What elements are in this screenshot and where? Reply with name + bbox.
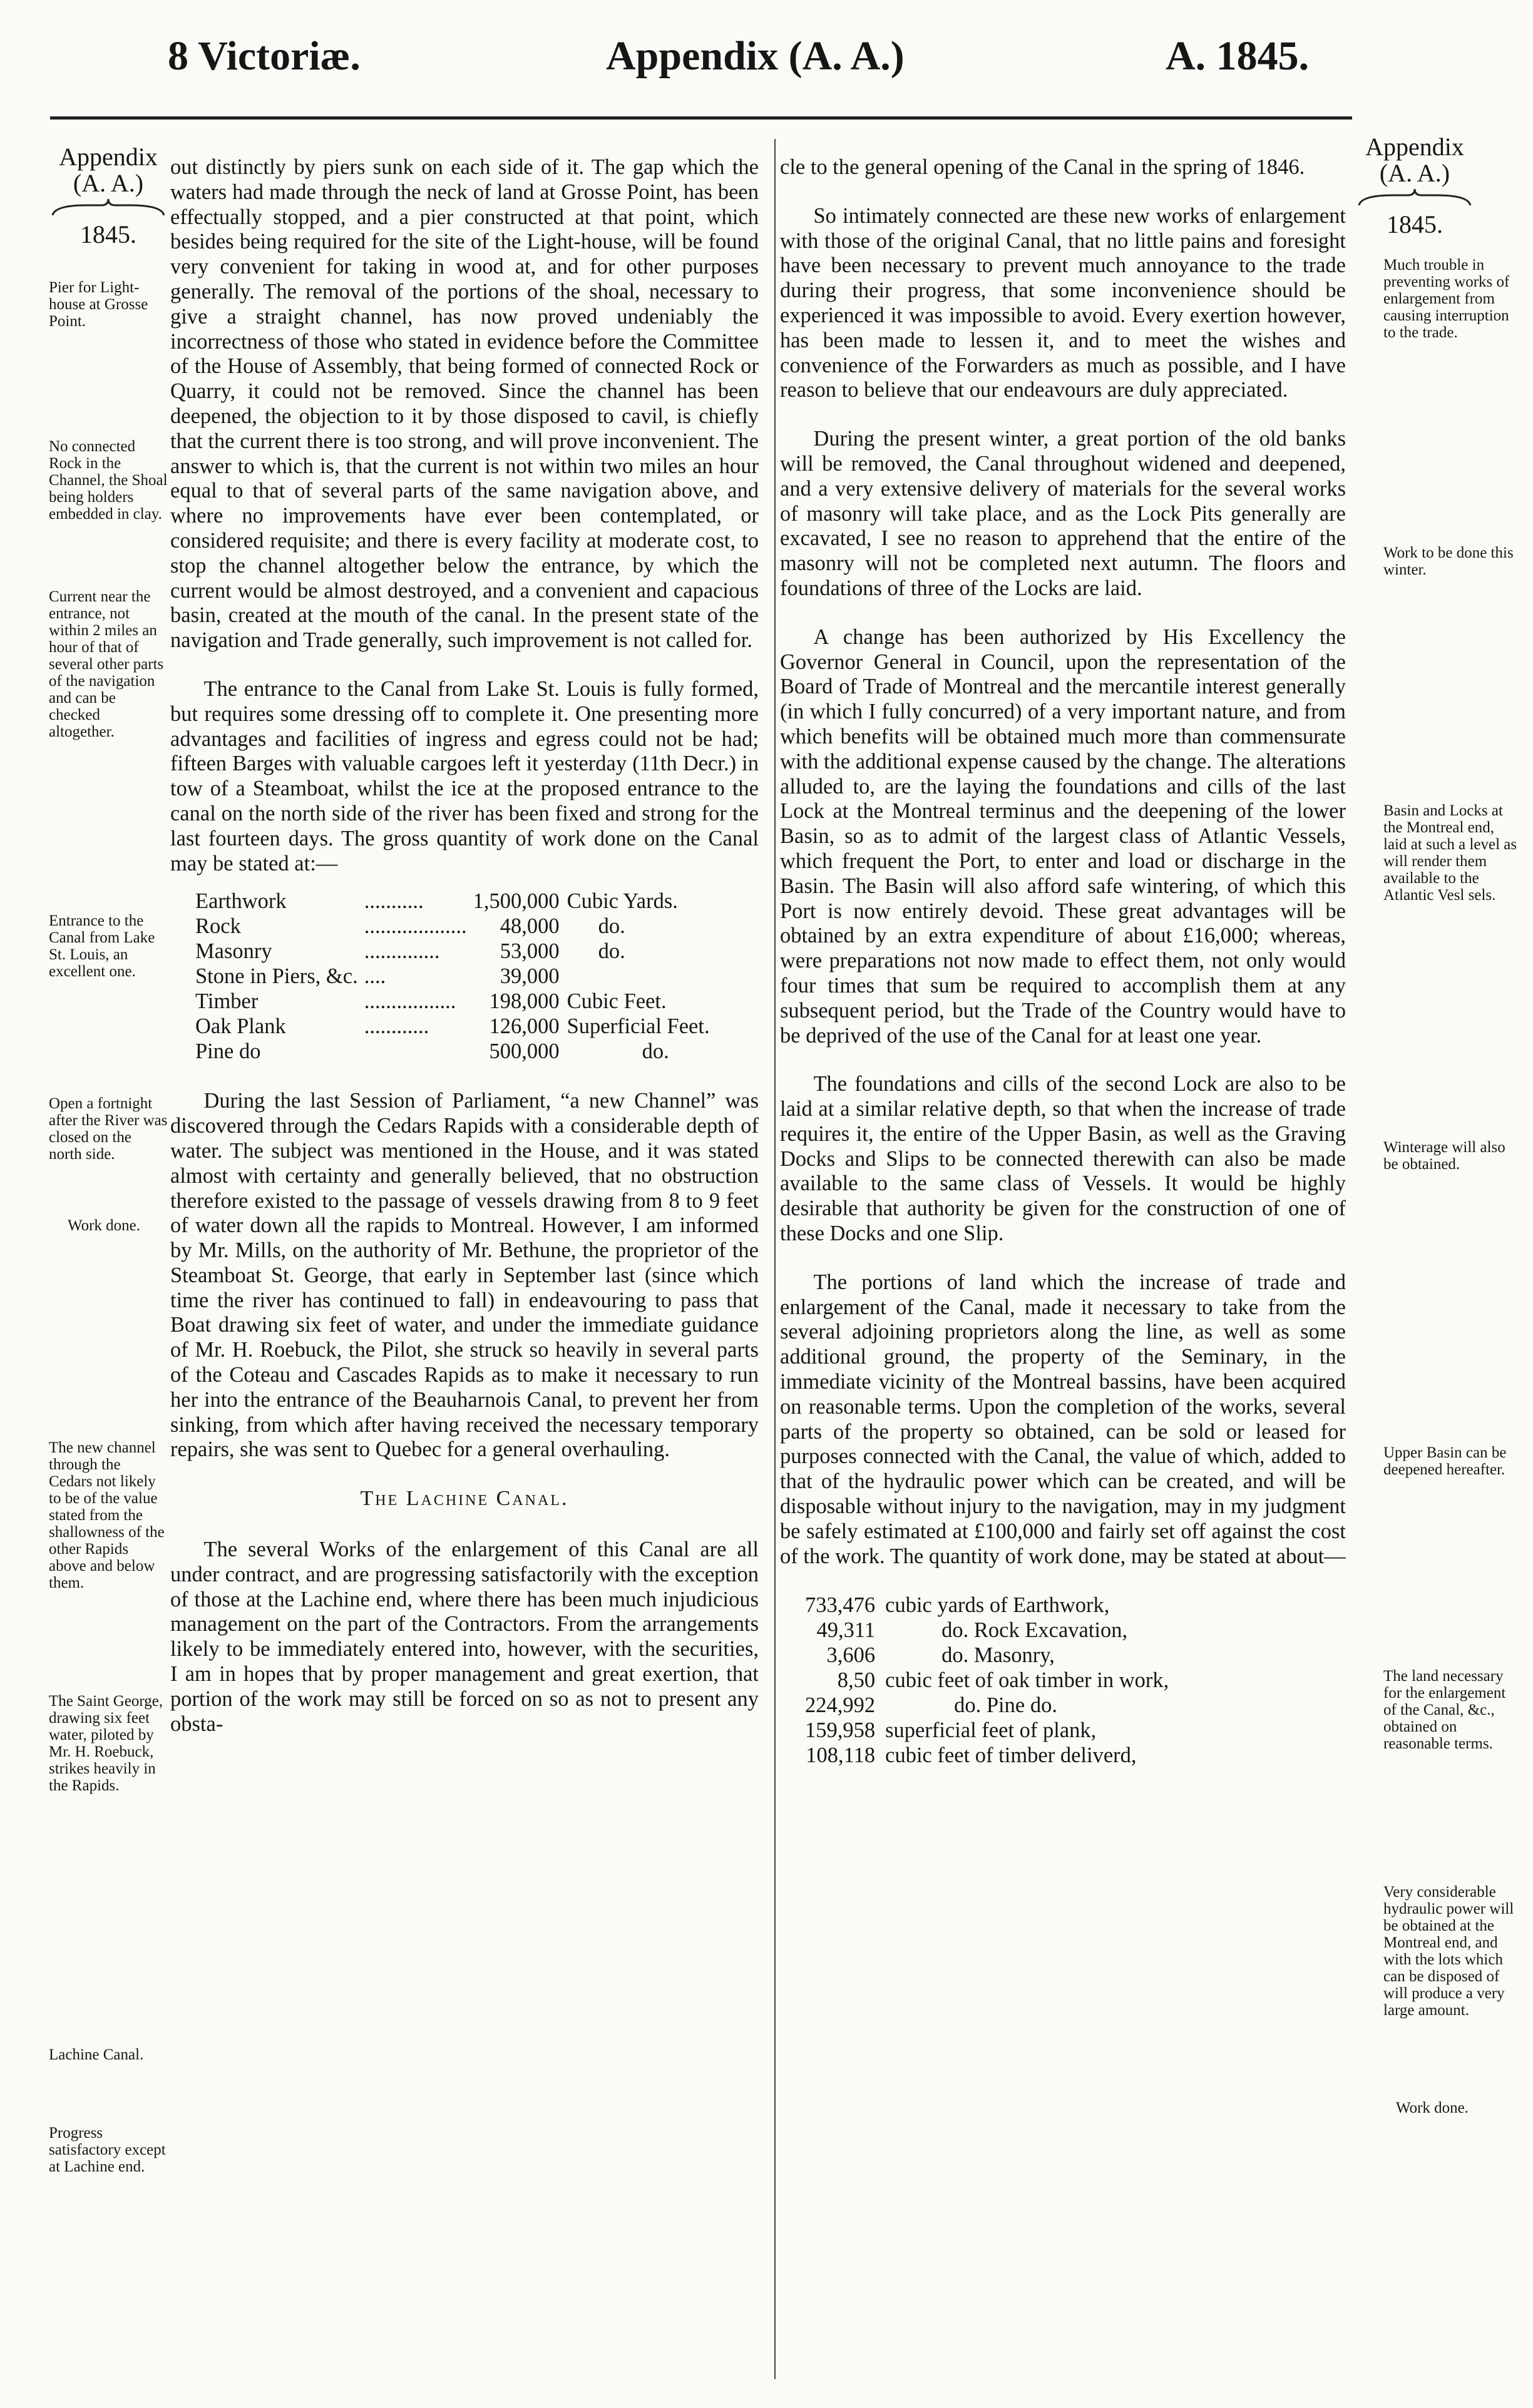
quantity-unit: do. <box>598 939 625 964</box>
leader-dots: ........... <box>364 889 424 914</box>
quantity-desc: cubic feet of oak timber in work, <box>885 1668 1169 1693</box>
bracket-sub: (A. A.) <box>73 169 144 197</box>
quantity-value: 500,000 <box>489 1039 560 1064</box>
paragraph: So intimately connected are these new works of enlargement with those of the original Canal, that no little pains and foresight have been necessary to prevent much annoyance to the trade during their progress, that some inconvenience should be experienced it was impossible to avoid. Every exertion however, has been made to lessen it, and to meet the wishes and convenience of the Forwarders as much as possible, and I have reason to believe that our endeavours are duly appreciated. <box>780 203 1346 402</box>
quantity-value: 3,606 <box>826 1643 876 1668</box>
section-heading: The Lachine Canal. <box>360 1487 569 1511</box>
quantity-value: 1,500,000 <box>473 889 560 914</box>
quantity-unit: Cubic Yards. <box>567 889 678 914</box>
quantity-table <box>805 1593 1179 1768</box>
quantity-value: 733,476 <box>805 1593 876 1618</box>
quantity-table <box>195 889 716 1064</box>
bracket-label: Appendix <box>59 143 158 171</box>
brace-icon <box>1355 186 1474 212</box>
leader-dots <box>364 1039 473 1064</box>
running-head-center: Appendix (A. A.) <box>606 33 905 79</box>
right-column <box>780 155 1346 1768</box>
quantity-desc: do. Pine do. <box>954 1693 1057 1718</box>
paragraph: During the last Session of Parliament, “a new Channel” was discovered through the Cedars Rapids with a considerable depth of water. The subject was mentioned in the House, and it was stated almost with certainty and generally believed, that no obstruction therefore existed to the passage of vessels drawing from 8 to 9 feet of water down all the rapids to Montreal. However, I am informed by Mr. Mills, on the authority of Mr. Bethune, the proprietor of the Steamboat St. George, that early in September last (since which time the river has continued to fall) in endeavouring to pass that Boat drawing six feet of water, and under the immediate guidance of Mr. H. Roebuck, the Pilot, she struck so heavily in several parts of the Coteau and Cascades Rapids as to make it necessary to run her into the entrance of the Beauharnois Canal, to prevent her from sinking, from which after having received the necessary temporary repairs, she was sent to Quebec for a general overhauling. <box>170 1089 759 1462</box>
quantity-unit: do. <box>598 914 625 939</box>
paragraph: out distinctly by piers sunk on each side of it. The gap which the waters had made through the neck of land at Grosse Point, has been effectually stopped, and a pier constructed at that point, which besides being required for the site of the Light-house, will be found very convenient for taking in wood at, and for other purposes generally. The removal of the portions of the shoal, necessary to give a straight channel, has now proved undeniably the incorrectness of those who stated in evidence before the Committee of the House of Assembly, that being formed of connected Rock or Quarry, it could not be removed. Since the channel has been deepened, the objection to it by those disposed to cavil, is chiefly that the current there is too strong, and will prove inconvenient. The answer to which is, that the current is not within two miles an hour equal to that of several parts of the same navigation above, and where no improvements have ever been contemplated, or considered requisite; and there is every facility at moderate cost, to stop the channel altogether below the entrance, by which the current would be almost destroyed, and a convenient and capacious basin, created at the mouth of the canal. In the present state of the navigation and Trade generally, such improvement is not called for. <box>170 155 759 653</box>
margin-note: Pier for Light-house at Grosse Point. <box>49 279 148 330</box>
paragraph: The foundations and cills of the second Lock are also to be laid at a similar relative depth, so that when the increase of trade requires it, the entire of the Upper Basin, as well as the Graving Docks and Slips to be connected therewith can also be made available to the same class of Vessels. It would be highly desirable that authority be given for the construction of one of these Docks and one Slip. <box>780 1072 1346 1246</box>
leader-dots: ............ <box>364 1014 429 1039</box>
margin-note: Work to be done this winter. <box>1383 544 1514 578</box>
item-name: Earthwork <box>195 889 287 914</box>
table-row <box>805 1593 1179 1618</box>
bracket-label: Appendix <box>1365 133 1464 161</box>
margin-note: Lachine Canal. <box>49 2046 144 2063</box>
quantity-unit: do. <box>642 1039 669 1064</box>
leader-dots: ................. <box>364 989 456 1014</box>
quantity-value: 48,000 <box>500 914 560 939</box>
paragraph: The portions of land which the increase of trade and enlargement of the Canal, made it necessary to take from the several adjoining proprietors along the line, as well as some additional ground, the property of the Seminary, in the immediate vicinity of the Montreal bassins, have been acquired on reasonable terms. Upon the completion of the works, several parts of the property so obtained, can be sold or leased for purposes connected with the Canal, the value of which, added to that of the hydraulic power which can be created, and will be disposable without injury to the navigation, may in my judgment be safely estimated at £100,000 and fairly set off against the cost of the work. The quantity of work done, may be stated at about— <box>780 1270 1346 1568</box>
table-row <box>805 1668 1179 1693</box>
quantity-desc: cubic yards of Earthwork, <box>885 1593 1110 1618</box>
quantity-desc: do. Masonry, <box>941 1643 1055 1668</box>
margin-note: The new channel through the Cedars not likely to be of the value stated from the shallowness of the other Rapids above and below them. <box>49 1439 165 1591</box>
margin-note: The Saint George, drawing six feet water, piloted by Mr. H. Roebuck, strikes heavily in the Rapids. <box>49 1693 163 1794</box>
paragraph: cle to the general opening of the Canal in the spring of 1846. <box>780 155 1305 179</box>
paragraph: The entrance to the Canal from Lake St. Louis is fully formed, but requires some dressing off to complete it. One presenting more advantages and facilities of ingress and egress could not be had; fifteen Barges with valuable cargoes left it yesterday (11th Decr.) in tow of a Steamboat, whilst the ice at the proposed entrance to the canal on the north side of the river has been fixed and strong for the last fourteen days. The gross quantity of work done on the Canal may be stated at:— <box>170 676 759 875</box>
item-name: Timber <box>195 989 259 1014</box>
table-row <box>805 1693 1179 1718</box>
paragraph: The several Works of the enlargement of this Canal are all under contract, and are progressing satisfactorily with the exception of those at the Lachine end, where there has been much injudicious management on the part of the Contractors. From the arrangements likely to be immediately entered into, however, with the securities, I am in hopes that by proper management and great exertion, that portion of the work may still be forced on so as not to present any obsta- <box>170 1538 759 1736</box>
quantity-desc: do. Rock Excavation, <box>941 1618 1128 1643</box>
margin-note: Work done. <box>1396 2099 1469 2116</box>
leader-dots: .............. <box>364 939 440 964</box>
bracket-year: 1845. <box>80 220 136 248</box>
margin-note: Very considerable hydraulic power will be obtained at the Montreal end, and with the lots which can be disposed of will produce a very large amount. <box>1383 1884 1514 2019</box>
quantity-value: 224,992 <box>805 1693 876 1718</box>
margin-note: Upper Basin can be deepened hereafter. <box>1383 1444 1507 1478</box>
leader-dots: ................... <box>364 914 467 939</box>
table-row <box>195 889 716 914</box>
running-head-left: 8 Victoriæ. <box>168 33 361 79</box>
quantity-desc: superficial feet of plank, <box>885 1718 1097 1743</box>
table-row <box>195 939 716 964</box>
quantity-desc: cubic feet of timber deliverd, <box>885 1743 1137 1768</box>
table-row <box>195 989 716 1014</box>
margin-note: No connected Rock in the Channel, the Shoal being holders embedded in clay. <box>49 438 168 523</box>
appendix-bracket-left <box>49 144 168 248</box>
margin-note: Open a fortnight after the River was closed on the north side. <box>49 1095 168 1163</box>
table-row <box>195 1039 716 1064</box>
margin-note: Entrance to the Canal from Lake St. Louis, an excellent one. <box>49 912 155 980</box>
margin-note: Basin and Locks at the Montreal end, laid at such a level as will render them available to the Atlantic Vesl sels. <box>1383 802 1517 904</box>
item-name: Masonry <box>195 939 272 964</box>
left-column <box>170 155 759 1760</box>
quantity-value: 198,000 <box>489 989 560 1014</box>
margin-note: Progress satisfactory except at Lachine end. <box>49 2125 166 2175</box>
item-name: Oak Plank <box>195 1014 286 1039</box>
quantity-unit <box>567 964 716 989</box>
quantity-unit: Superficial Feet. <box>567 1014 710 1039</box>
quantity-value: 159,958 <box>805 1718 876 1743</box>
table-row <box>805 1643 1179 1668</box>
table-row <box>195 1014 716 1039</box>
quantity-value: 49,311 <box>816 1618 876 1643</box>
item-name: Stone in Piers, &c. <box>195 964 358 989</box>
brace-icon <box>49 196 168 222</box>
quantity-value: 53,000 <box>500 939 560 964</box>
table-row <box>805 1743 1179 1768</box>
table-row <box>805 1618 1179 1643</box>
quantity-unit: Cubic Feet. <box>567 989 667 1014</box>
item-name: Rock <box>195 914 241 939</box>
paragraph: During the present winter, a great portion of the old banks will be removed, the Canal throughout widened and deepened, and a very extensive delivery of materials for the several works of masonry will take place, and as the Lock Pits generally are excavated, I see no reason to apprehend that the entire of the masonry will not be completed next autumn. The floors and foundations of three of the Locks are laid. <box>780 427 1346 600</box>
running-head-right: A. 1845. <box>1166 33 1310 79</box>
quantity-value: 108,118 <box>806 1743 876 1768</box>
paragraph: A change has been authorized by His Excellency the Governor General in Council, upon the representation of the Board of Trade of Montreal and the mercantile interest generally (in which I fully concurred) of a very important nature, and from which benefits will be obtained much more than commensurate with the additional expense caused by the change. The alterations alluded to, are the laying the foundations and cills of the last Lock at the Montreal terminus and the deepening of the lower Basin, so as to admit of the largest class of Atlantic Vessels, which frequent the Port, to enter and load or discharge in the Basin. The Basin will also afford safe wintering, of which this Port is now entirely devoid. These great advantages will be obtained by an extra expenditure of about £16,000; whereas, were preparations not now made to effect them, not only would four times that sum be required to accomplish them at any subsequent period, but the Trade of the Country would have to be deprived of the use of the Canal for at least one year. <box>780 625 1346 1048</box>
column-divider <box>774 139 776 2379</box>
quantity-value: 39,000 <box>500 964 560 989</box>
table-row <box>195 914 716 939</box>
leader-dots: .... <box>364 964 386 989</box>
margin-note: The land necessary for the enlargement of the Canal, &c., obtained on reasonable terms. <box>1383 1668 1506 1752</box>
quantity-value: 8,50 <box>837 1668 876 1693</box>
table-row <box>195 964 716 989</box>
margin-note: Winterage will also be obtained. <box>1383 1139 1505 1173</box>
margin-note: Current near the entrance, not within 2 miles an hour of that of several other parts of the navigation and can be checked altogether. <box>49 588 164 740</box>
quantity-value: 126,000 <box>489 1014 560 1039</box>
margin-note: Much trouble in preventing works of enlargement from causing interruption to the trade. <box>1383 257 1510 341</box>
margin-note: Work done. <box>68 1217 141 1234</box>
bracket-year: 1845. <box>1387 210 1443 238</box>
item-name: Pine do <box>195 1039 261 1064</box>
bracket-sub: (A. A.) <box>1379 159 1450 187</box>
appendix-bracket-right <box>1355 134 1474 238</box>
header-rule <box>50 116 1352 120</box>
table-row <box>805 1718 1179 1743</box>
